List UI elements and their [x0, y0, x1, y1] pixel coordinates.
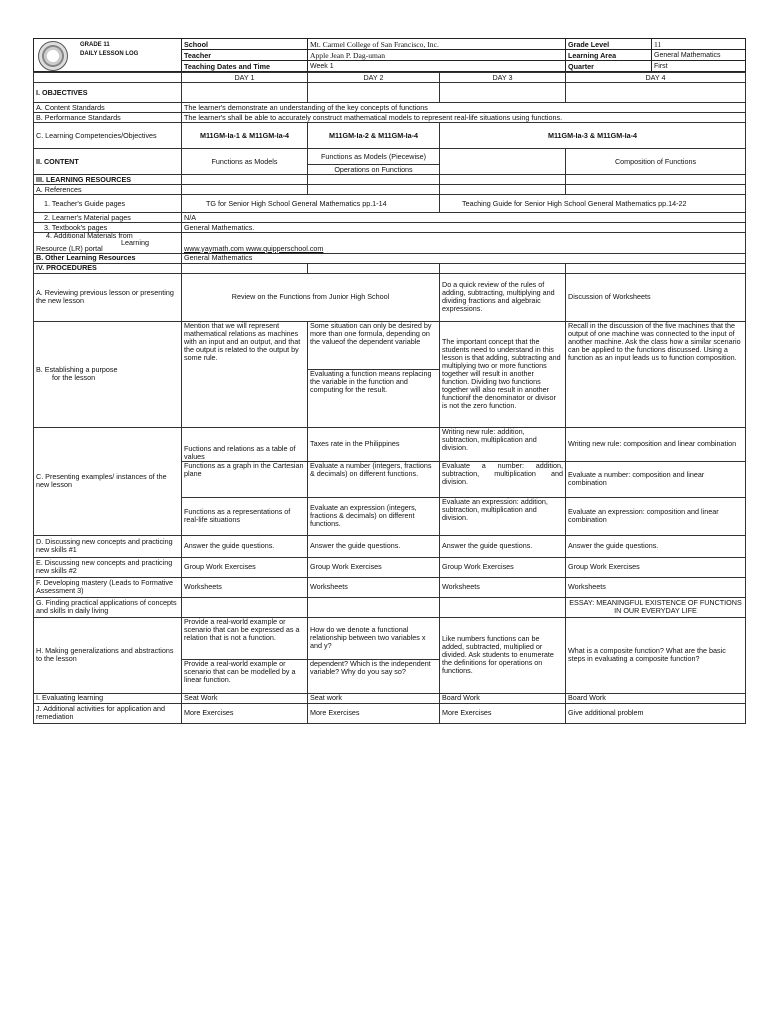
proc-j-day-3: More Exercises [440, 703, 566, 723]
proc-h-day-2-denote: How do we denote a functional relationship between two variables x and y? [308, 617, 440, 659]
content-standards-label: A. Content Standards [34, 103, 182, 113]
proc-i-label: I. Evaluating learning [34, 693, 182, 703]
proc-i-day-2: Seat work [308, 693, 440, 703]
proc-b-day-4: Recall in the discussion of the five machines that the output of one machine was connected to the input of another machine. Ask the class how a similar scenario can be applied to the functions discussed. Using a function as an input leads us to function composition. [566, 321, 746, 427]
day-2-header: DAY 2 [308, 73, 440, 83]
proc-d-day-4: Answer the guide questions. [566, 535, 746, 557]
content-standards-value: The learner's demonstrate an understanding of the key concepts of functions [182, 103, 746, 113]
learning-area-label: Learning Area [566, 50, 652, 61]
references-label: A. References [34, 185, 182, 195]
proc-a-day-3: Do a quick review of the rules of adding, subtracting, multiplying and dividing fractions and algebraic expressions. [440, 273, 566, 321]
teachers-guide-day-1-2: TG for Senior High School General Mathematics pp.1-14 [182, 195, 440, 213]
proc-j-label: J. Additional activities for application and remediation [34, 703, 182, 723]
other-resources-value: General Mathematics [182, 253, 746, 263]
objectives-heading: I. OBJECTIVES [34, 83, 182, 103]
quarter-value: First [652, 61, 746, 72]
proc-h-day-4: What is a composite function? What are the basic steps in evaluating a composite function? [566, 617, 746, 693]
school-logo-cell [34, 39, 182, 72]
proc-j-day-1: More Exercises [182, 703, 308, 723]
performance-standards-value: The learner's shall be able to accurately construct mathematical models to represent real-life situations using functions. [182, 113, 746, 123]
teachers-guide-day-3-4: Teaching Guide for Senior High School General Mathematics pp.14-22 [440, 195, 746, 213]
content-day-2-piecewise: Functions as Models (Piecewise) [308, 149, 440, 165]
competency-day-3-4: M11GM-Ia-3 & M11GM-Ia-4 [440, 123, 746, 149]
school-value: Mt. Carmel College of San Francisco, Inc. [308, 39, 566, 50]
proc-c-r1-day-1: Fuctions and relations as a table of values [182, 427, 308, 461]
grade-label: GRADE 11 [80, 42, 110, 48]
content-day-2-operations: Operations on Functions [308, 165, 440, 175]
proc-e-day-1: Group Work Exercises [182, 557, 308, 577]
learning-area-value: General Mathematics [652, 50, 746, 61]
proc-d-day-2: Answer the guide questions. [308, 535, 440, 557]
day-1-header: DAY 1 [182, 73, 308, 83]
competency-day-2: M11GM-Ia-2 & M11GM-Ia-4 [308, 123, 440, 149]
school-seal-icon [38, 41, 68, 71]
proc-c-r2-day-3: Evaluate a number: addition, subtraction, multiplication and division. [440, 461, 566, 497]
proc-e-day-3: Group Work Exercises [440, 557, 566, 577]
teacher-label: Teacher [182, 50, 308, 61]
proc-b-day-1: Mention that we will represent mathematical relations as machines with an input and an output, and that the output is related to the output by some rule. [182, 321, 308, 427]
additional-materials-label: 4. Additional Materials from Learning Resource (LR) portal [34, 233, 182, 254]
proc-c-r1-day-2: Taxes rate in the Philippines [308, 427, 440, 461]
proc-j-day-4: Give additional problem [566, 703, 746, 723]
proc-a-day-1-2: Review on the Functions from Junior High School [182, 273, 440, 321]
other-resources-label: B. Other Learning Resources [34, 253, 182, 263]
proc-b-day-2-situation: Some situation can only be desired by more than one formula, depending on the valueof the dependent variable [308, 321, 440, 369]
content-heading: II. CONTENT [34, 149, 182, 175]
proc-h-day-1-linear: Provide a real-world example or scenario that can be modelled by a linear function. [182, 659, 308, 693]
proc-h-day-1-relation: Provide a real-world example or scenario that can be expressed as a relation that is not a function. [182, 617, 308, 659]
resources-heading: III. LEARNING RESOURCES [34, 175, 182, 185]
proc-d-day-3: Answer the guide questions. [440, 535, 566, 557]
proc-d-label: D. Discussing new concepts and practicing new skills #1 [34, 535, 182, 557]
proc-a-label: A. Reviewing previous lesson or presenting the new lesson [34, 273, 182, 321]
lr-portal-links[interactable]: www.yaymath.com www.quipperschool.com [182, 233, 746, 254]
proc-f-label: F. Developing mastery (Leads to Formative Assessment 3) [34, 577, 182, 597]
days-row [34, 73, 746, 83]
day-4-header: DAY 4 [566, 73, 746, 83]
dates-label: Teaching Dates and Time [182, 61, 308, 72]
procedures-heading: IV. PROCEDURES [34, 263, 182, 273]
learners-material-value: N/A [182, 213, 746, 223]
competency-day-1: M11GM-Ia-1 & M11GM-Ia-4 [182, 123, 308, 149]
proc-f-day-2: Worksheets [308, 577, 440, 597]
textbook-label: 3. Textbook's pages [34, 223, 182, 233]
proc-f-day-3: Worksheets [440, 577, 566, 597]
proc-c-r2-day-1: Functions as a graph in the Cartesian plane [182, 461, 308, 497]
day-3-header: DAY 3 [440, 73, 566, 83]
proc-c-r1-day-4: Writing new rule: composition and linear combination [566, 427, 746, 461]
proc-c-label: C. Presenting examples/ instances of the new lesson [34, 427, 182, 535]
teacher-value: Apple Jean P. Dag-uman [308, 50, 566, 61]
proc-h-label: H. Making generalizations and abstractions to the lesson [34, 617, 182, 693]
grade-level-value: 11 [652, 39, 746, 50]
textbook-value: General Mathematics. [182, 223, 746, 233]
proc-c-r3-day-4: Evaluate an expression: composition and linear combination [566, 497, 746, 535]
proc-j-day-2: More Exercises [308, 703, 440, 723]
proc-f-day-1: Worksheets [182, 577, 308, 597]
teachers-guide-label: 1. Teacher's Guide pages [34, 195, 182, 213]
content-day-1: Functions as Models [182, 149, 308, 175]
grade-level-label: Grade Level [566, 39, 652, 50]
proc-f-day-4: Worksheets [566, 577, 746, 597]
proc-i-day-1: Seat Work [182, 693, 308, 703]
proc-c-r2-day-4: Evaluate a number: composition and linear combination [566, 461, 746, 497]
proc-b-label: B. Establishing a purpose for the lesson [34, 321, 182, 427]
proc-h-day-2-dependent: dependent? Which is the independent variable? Why do you say so? [308, 659, 440, 693]
proc-e-day-2: Group Work Exercises [308, 557, 440, 577]
proc-e-day-4: Group Work Exercises [566, 557, 746, 577]
proc-e-label: E. Discussing new concepts and practicing new skills #2 [34, 557, 182, 577]
log-title: DAILY LESSON LOG [80, 51, 139, 57]
proc-g-day-4: ESSAY: MEANINGFUL EXISTENCE OF FUNCTIONS IN OUR EVERYDAY LIFE [566, 597, 746, 617]
quarter-label: Quarter [566, 61, 652, 72]
proc-h-day-3: Like numbers functions can be added, subtracted, multiplied or divided. Ask students to enumerate the definitions for operations on functions. [440, 617, 566, 693]
lesson-log-table [33, 72, 746, 724]
proc-c-r1-day-3: Writing new rule: addition, subtraction, multiplication and division. [440, 427, 566, 461]
dates-value: Week 1 [308, 61, 566, 72]
content-day-4: Composition of Functions [566, 149, 746, 175]
proc-i-day-4: Board Work [566, 693, 746, 703]
learners-material-label: 2. Learner's Material pages [34, 213, 182, 223]
proc-c-r3-day-1: Functions as a representations of real-life situations [182, 497, 308, 535]
proc-b-day-2-evaluating: Evaluating a function means replacing the variable in the function and computing for the result. [308, 369, 440, 427]
proc-c-r3-day-2: Evaluate an expression (integers, fractions & decimals) on different functions. [308, 497, 440, 535]
proc-b-day-3: The important concept that the students need to understand in this lesson is that adding, subtracting and multiplying two or more functions together will result in another function. Dividing two functions together will also result in another functionif the denominator or divisor is not the zero function. [440, 321, 566, 427]
header-table [33, 38, 746, 72]
proc-d-day-1: Answer the guide questions. [182, 535, 308, 557]
proc-g-label: G. Finding practical applications of concepts and skills in daily living [34, 597, 182, 617]
performance-standards-label: B. Performance Standards [34, 113, 182, 123]
proc-i-day-3: Board Work [440, 693, 566, 703]
proc-a-day-4: Discussion of Worksheets [566, 273, 746, 321]
proc-c-r3-day-3: Evaluate an expression: addition, subtraction, multiplication and division. [440, 497, 566, 535]
proc-c-r2-day-2: Evaluate a number (integers, fractions & decimals) on different functions. [308, 461, 440, 497]
school-label: School [182, 39, 308, 50]
competencies-label: C. Learning Competencies/Objectives [34, 123, 182, 149]
